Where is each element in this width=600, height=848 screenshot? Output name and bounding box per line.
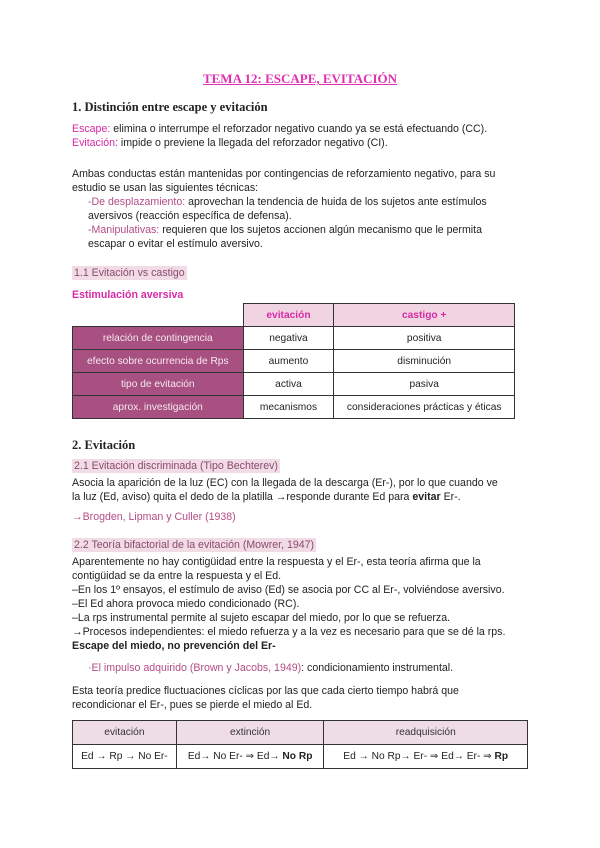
paragraph-line: Aparentemente no hay contigüidad entre la respuesta y el Er-, esta teoría afirma que la bbox=[72, 556, 481, 568]
section-2-heading: 2. Evitación bbox=[72, 438, 136, 452]
impulso-line bbox=[88, 661, 528, 675]
table-header-row bbox=[73, 304, 515, 327]
manipulativas-line-2: escapar o evitar el estímulo aversivo. bbox=[88, 238, 263, 250]
table-header-row bbox=[73, 721, 528, 745]
impulso-term: ·El impulso adquirido (Brown y Jacobs, 1949) bbox=[88, 662, 302, 674]
table-row bbox=[73, 373, 515, 396]
subsection-2-2: 2.2 Teoría bifactorial de la evitación (Mowrer, 1947) bbox=[74, 539, 315, 551]
paragraph-line bbox=[72, 490, 528, 504]
escape-text: elimina o interrumpe el reforzador negativo cuando ya se está efectuando (CC). bbox=[110, 123, 488, 135]
paragraph-line: Ambas conductas están mantenidas por contingencias de reforzamiento negativo, para su bbox=[72, 168, 496, 180]
bold-span: Rp bbox=[494, 751, 509, 762]
table-row bbox=[73, 350, 515, 373]
manipulativas-term: -Manipulativas: bbox=[88, 224, 160, 236]
table-cell: positiva bbox=[334, 327, 515, 350]
table-cell bbox=[176, 745, 324, 769]
paragraph-line: estudio se usan las siguientes técnicas: bbox=[72, 182, 259, 194]
paragraph-line: –La rps instrumental permite al sujeto escapar del miedo, por lo que se refuerza. bbox=[72, 612, 451, 624]
table-cell: consideraciones prácticas y éticas bbox=[334, 396, 515, 419]
paragraph-line: Asocia la aparición de la luz (EC) con la llegada de la descarga (Er-), por lo que cuando ve bbox=[72, 477, 498, 489]
row-header: tipo de evitación bbox=[73, 373, 244, 396]
document-title: TEMA 12: ESCAPE, EVITACIÓN bbox=[202, 71, 398, 86]
paragraph-line: contigüidad se da entre la respuesta y el Ed. bbox=[72, 570, 282, 582]
evitacion-definition bbox=[72, 136, 528, 150]
table-row bbox=[73, 396, 515, 419]
table-cell: mecanismos bbox=[243, 396, 334, 419]
paragraph-line: Esta teoría predice fluctuaciones cíclicas por las que cada cierto tiempo habrá que bbox=[72, 685, 459, 697]
reference-line: →Brogden, Lipman y Culler (1938) bbox=[72, 511, 236, 523]
escape-definition bbox=[72, 122, 528, 136]
text-span: Ed→ No Er- ⇒ Ed→ bbox=[187, 751, 283, 762]
bold-evitar: evitar bbox=[412, 491, 441, 503]
text-span: la luz (Ed, aviso) quita el dedo de la platilla →responde durante Ed para bbox=[72, 491, 413, 503]
text-span: Er-. bbox=[440, 491, 461, 503]
text-span: Ed → No Rp→ Er- ⇒ Ed→ Er- ⇒ bbox=[343, 751, 495, 762]
estimulacion-aversiva-label: Estimulación aversiva bbox=[72, 289, 184, 301]
evitacion-text: impide o previene la llegada del reforzador negativo (CI). bbox=[117, 137, 388, 149]
column-header: evitación bbox=[73, 721, 177, 745]
impulso-text: : condicionamiento instrumental. bbox=[301, 662, 454, 674]
table-cell: pasiva bbox=[334, 373, 515, 396]
column-header-castigo: castigo + bbox=[334, 304, 515, 327]
desplazamiento-text: aprovechan la tendencia de huida de los sujetos ante estímulos bbox=[185, 196, 487, 208]
paragraph-line: –El Ed ahora provoca miedo condicionado (RC). bbox=[72, 598, 300, 610]
section-1-heading: 1. Distinción entre escape y evitación bbox=[72, 100, 268, 114]
row-header: relación de contingencia bbox=[73, 327, 244, 350]
bold-span: No Rp bbox=[282, 751, 313, 762]
paragraph-line: –En los 1º ensayos, el estímulo de aviso (Ed) se asocia por CC al Er-, volviéndose aversivo. bbox=[72, 584, 505, 596]
paragraph-line: →Procesos independientes: el miedo refuerza y a la vez es necesario para que se dé la rps. bbox=[72, 626, 506, 638]
table-row bbox=[73, 327, 515, 350]
subsection-2-1: 2.1 Evitación discriminada (Tipo Bechterev) bbox=[74, 460, 278, 472]
desplazamiento-term: -De desplazamiento: bbox=[88, 196, 186, 208]
row-header: aprox. investigación bbox=[73, 396, 244, 419]
table-cell bbox=[324, 745, 528, 769]
evitacion-term: Evitación: bbox=[72, 137, 118, 149]
table-cell: negativa bbox=[243, 327, 334, 350]
table-cell: Ed → Rp → No Er- bbox=[73, 745, 177, 769]
table-row bbox=[73, 745, 528, 769]
bold-conclusion: Escape del miedo, no prevención del Er- bbox=[72, 640, 276, 652]
escape-term: Escape: bbox=[72, 123, 111, 135]
table-cell: activa bbox=[243, 373, 334, 396]
row-header: efecto sobre ocurrencia de Rps bbox=[73, 350, 244, 373]
paragraph-line: recondicionar el Er-, pues se pierde el miedo al Ed. bbox=[72, 699, 313, 711]
desplazamiento-line bbox=[88, 195, 528, 209]
table-cell: aumento bbox=[243, 350, 334, 373]
desplazamiento-line-2: aversivos (reacción específica de defensa). bbox=[88, 210, 292, 222]
column-header-evitacion: evitación bbox=[243, 304, 334, 327]
subsection-1-1: 1.1 Evitación vs castigo bbox=[74, 267, 185, 279]
column-header: readquisición bbox=[324, 721, 528, 745]
column-header: extinción bbox=[176, 721, 324, 745]
table-blank-cell bbox=[73, 304, 244, 327]
phases-table bbox=[72, 720, 528, 769]
comparison-table bbox=[72, 303, 515, 419]
manipulativas-text: requieren que los sujetos accionen algún mecanismo que le permita bbox=[159, 224, 482, 236]
table-cell: disminución bbox=[334, 350, 515, 373]
manipulativas-line bbox=[88, 223, 528, 237]
